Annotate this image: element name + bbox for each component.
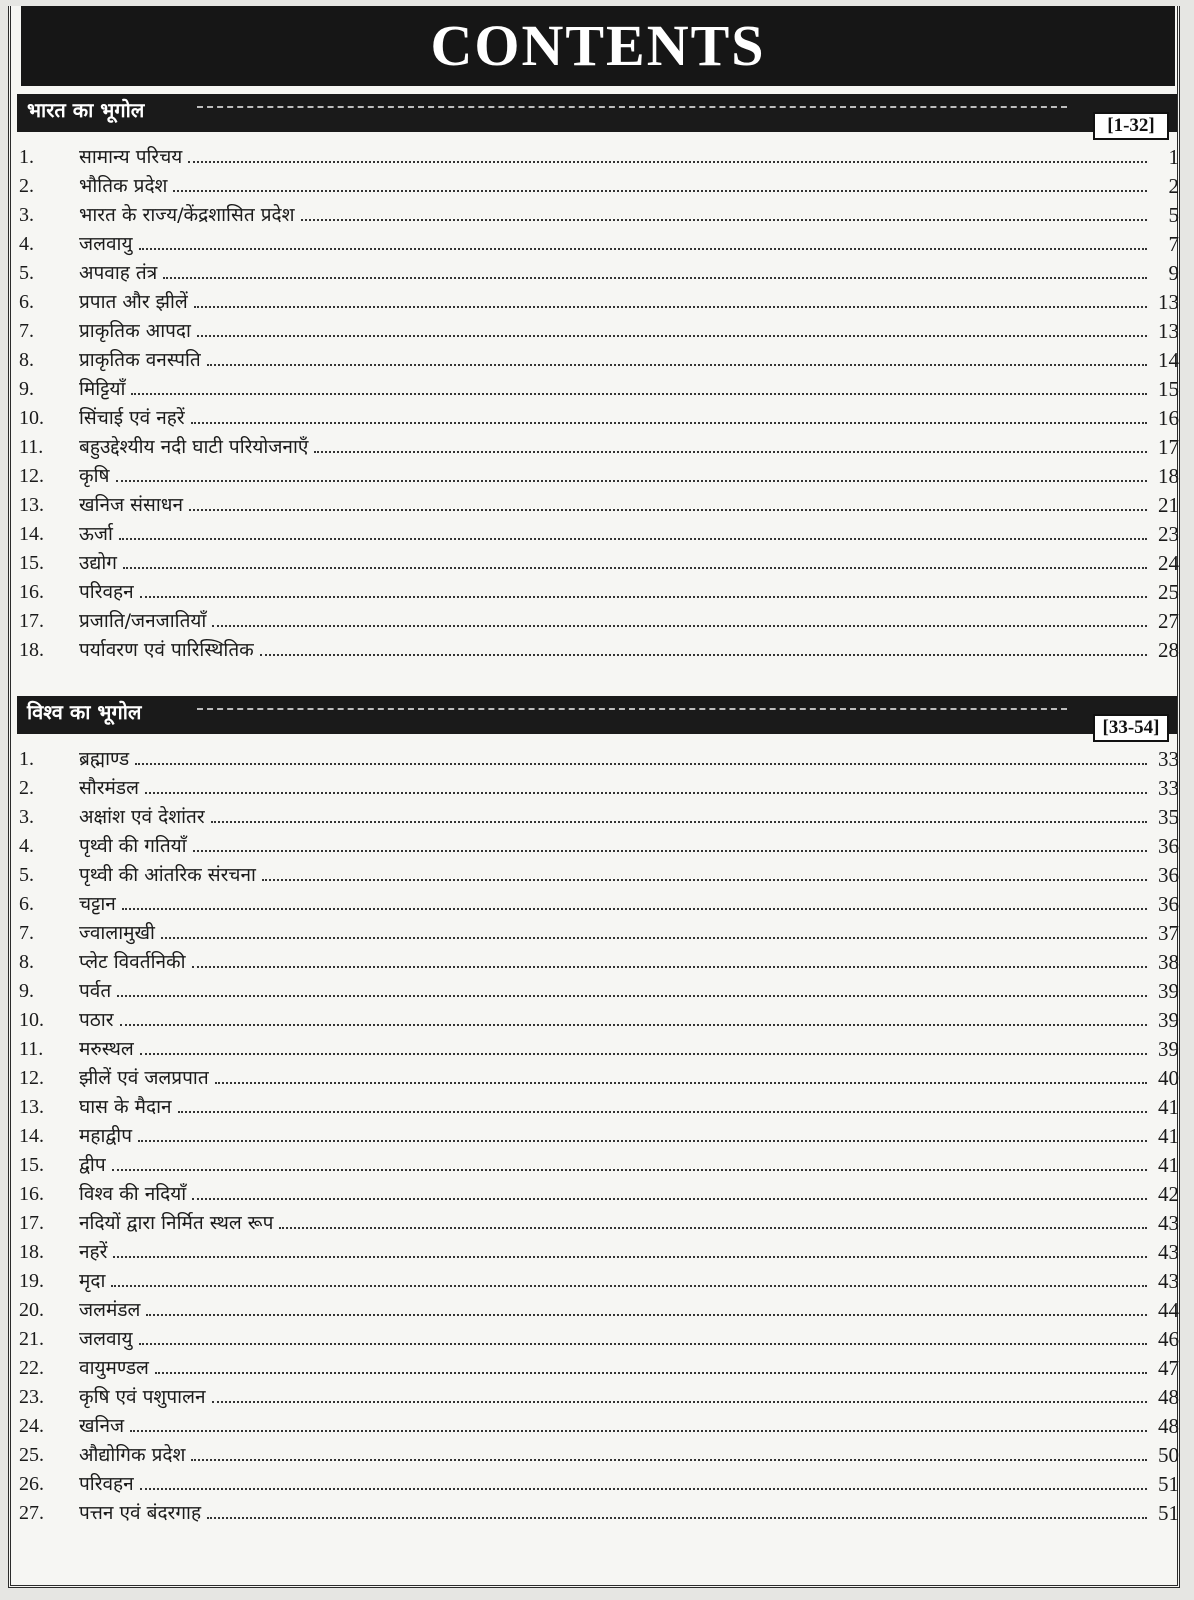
- entry-page-number: 1: [1168, 145, 1179, 169]
- dash-divider: [197, 106, 1067, 108]
- dot-leader: [123, 567, 1147, 569]
- dot-leader: [117, 995, 1147, 997]
- entry-number: 4.: [19, 233, 34, 255]
- entry-number: 3.: [19, 806, 34, 828]
- entry-title: खनिज: [79, 1415, 125, 1437]
- toc-entry[interactable]: [19, 1380, 1179, 1409]
- dot-leader: [192, 966, 1147, 968]
- entry-page-number: 48: [1158, 1385, 1179, 1409]
- dot-leader: [191, 422, 1147, 424]
- dot-leader: [140, 596, 1147, 598]
- toc-entry[interactable]: [19, 1496, 1179, 1525]
- entry-page-number: 23: [1158, 522, 1179, 546]
- toc-list-india: [19, 140, 1179, 662]
- entry-page-number: 28: [1158, 638, 1179, 662]
- toc-entry[interactable]: [19, 1119, 1179, 1148]
- toc-entry[interactable]: [19, 459, 1179, 488]
- entry-number: 4.: [19, 835, 34, 857]
- toc-entry[interactable]: [19, 945, 1179, 974]
- entry-number: 16.: [19, 581, 44, 603]
- entry-page-number: 9: [1168, 261, 1179, 285]
- entry-page-number: 43: [1158, 1269, 1179, 1293]
- section-header-world: [17, 696, 1177, 738]
- entry-title: वायुमण्डल: [79, 1357, 149, 1379]
- entry-number: 14.: [19, 1125, 44, 1147]
- entry-title: ज्वालामुखी: [79, 922, 155, 944]
- dot-leader: [212, 625, 1147, 627]
- entry-title: बहुउद्देश्यीय नदी घाटी परियोजनाएँ: [79, 436, 309, 458]
- toc-entry[interactable]: [19, 169, 1179, 198]
- toc-entry[interactable]: [19, 1409, 1179, 1438]
- dot-leader: [120, 1024, 1147, 1026]
- page-title: CONTENTS: [21, 6, 1175, 86]
- entry-title: मरुस्थल: [79, 1038, 134, 1060]
- entry-page-number: 43: [1158, 1211, 1179, 1235]
- toc-entry[interactable]: [19, 1322, 1179, 1351]
- entry-number: 9.: [19, 378, 34, 400]
- toc-entry[interactable]: [19, 517, 1179, 546]
- toc-entry[interactable]: [19, 887, 1179, 916]
- entry-page-number: 39: [1158, 979, 1179, 1003]
- entry-page-number: 5: [1168, 203, 1179, 227]
- entry-title: पर्यावरण एवं पारिस्थितिक: [79, 639, 254, 661]
- entry-title: भौतिक प्रदेश: [79, 175, 168, 197]
- entry-page-number: 15: [1158, 377, 1179, 401]
- entry-title: औद्योगिक प्रदेश: [79, 1444, 186, 1466]
- entry-title: सिंचाई एवं नहरें: [79, 407, 185, 429]
- entry-page-number: 13: [1158, 319, 1179, 343]
- entry-page-number: 40: [1158, 1066, 1179, 1090]
- entry-title: चट्टान: [79, 893, 116, 915]
- dot-leader: [173, 190, 1147, 192]
- entry-page-number: 25: [1158, 580, 1179, 604]
- entry-page-number: 39: [1158, 1037, 1179, 1061]
- toc-entry[interactable]: [19, 140, 1179, 169]
- entry-number: 8.: [19, 951, 34, 973]
- toc-entry[interactable]: [19, 1293, 1179, 1322]
- toc-entry[interactable]: [19, 1467, 1179, 1496]
- dot-leader: [193, 850, 1147, 852]
- toc-entry[interactable]: [19, 227, 1179, 256]
- toc-entry[interactable]: [19, 771, 1179, 800]
- section-title: भारत का भूगोल: [27, 98, 145, 122]
- entry-number: 11.: [19, 1038, 44, 1060]
- toc-list-world: [19, 742, 1179, 1525]
- entry-title: ब्रह्माण्ड: [79, 748, 130, 770]
- toc-entry[interactable]: [19, 198, 1179, 227]
- entry-number: 13.: [19, 494, 44, 516]
- toc-entry[interactable]: [19, 575, 1179, 604]
- entry-title: पर्वत: [79, 980, 112, 1002]
- entry-title: जलवायु: [79, 233, 133, 255]
- entry-number: 1.: [19, 748, 34, 770]
- dash-divider: [197, 708, 1067, 710]
- entry-number: 5.: [19, 864, 34, 886]
- entry-page-number: 21: [1158, 493, 1179, 517]
- toc-entry[interactable]: [19, 546, 1179, 575]
- entry-page-number: 17: [1158, 435, 1179, 459]
- entry-title: कृषि एवं पशुपालन: [79, 1386, 206, 1408]
- dot-leader: [145, 792, 1147, 794]
- toc-entry[interactable]: [19, 488, 1179, 517]
- entry-page-number: 2: [1168, 174, 1179, 198]
- entry-number: 23.: [19, 1386, 44, 1408]
- entry-number: 6.: [19, 893, 34, 915]
- entry-title: प्राकृतिक आपदा: [79, 320, 191, 342]
- entry-page-number: 46: [1158, 1327, 1179, 1351]
- dot-leader: [161, 937, 1147, 939]
- entry-page-number: 18: [1158, 464, 1179, 488]
- dot-leader: [111, 1285, 1147, 1287]
- entry-title: सौरमंडल: [79, 777, 139, 799]
- entry-page-number: 48: [1158, 1414, 1179, 1438]
- entry-number: 2.: [19, 777, 34, 799]
- dot-leader: [194, 306, 1147, 308]
- section-title: विश्व का भूगोल: [27, 700, 142, 724]
- entry-title: उद्योग: [79, 552, 118, 574]
- toc-entry[interactable]: [19, 974, 1179, 1003]
- entry-title: झीलें एवं जलप्रपात: [79, 1067, 209, 1089]
- entry-title: अक्षांश एवं देशांतर: [79, 806, 205, 828]
- entry-title: मृदा: [79, 1270, 106, 1292]
- toc-entry[interactable]: [19, 916, 1179, 945]
- entry-title: अपवाह तंत्र: [79, 262, 158, 284]
- dot-leader: [211, 821, 1147, 823]
- entry-page-number: 51: [1158, 1501, 1179, 1525]
- toc-entry[interactable]: [19, 1235, 1179, 1264]
- dot-leader: [301, 219, 1147, 221]
- toc-entry[interactable]: [19, 742, 1179, 771]
- dot-leader: [189, 509, 1147, 511]
- toc-entry[interactable]: [19, 633, 1179, 662]
- dot-leader: [131, 393, 1147, 395]
- entry-title: विश्व की नदियाँ: [79, 1183, 187, 1205]
- entry-number: 25.: [19, 1444, 44, 1466]
- contents-page: [8, 6, 1180, 1588]
- entry-page-number: 24: [1158, 551, 1179, 575]
- entry-title: पृथ्वी की गतियाँ: [79, 835, 187, 857]
- toc-entry[interactable]: [19, 401, 1179, 430]
- entry-title: पत्तन एवं बंदरगाह: [79, 1502, 202, 1524]
- dot-leader: [215, 1082, 1147, 1084]
- entry-number: 5.: [19, 262, 34, 284]
- entry-page-number: 50: [1158, 1443, 1179, 1467]
- dot-leader: [138, 1140, 1147, 1142]
- toc-entry[interactable]: [19, 800, 1179, 829]
- entry-title: प्रजाति/जनजातियाँ: [79, 610, 207, 632]
- toc-entry[interactable]: [19, 1061, 1179, 1090]
- entry-title: नहरें: [79, 1241, 108, 1263]
- entry-number: 14.: [19, 523, 44, 545]
- entry-title: जलमंडल: [79, 1299, 141, 1321]
- page-range: [33-54]: [1093, 714, 1169, 742]
- entry-number: 27.: [19, 1502, 44, 1524]
- entry-number: 8.: [19, 349, 34, 371]
- entry-title: खनिज संसाधन: [79, 494, 183, 516]
- toc-entry[interactable]: [19, 314, 1179, 343]
- entry-title: प्लेट विवर्तनिकी: [79, 951, 186, 973]
- entry-page-number: 38: [1158, 950, 1179, 974]
- entry-page-number: 36: [1158, 892, 1179, 916]
- dot-leader: [279, 1227, 1147, 1229]
- entry-number: 10.: [19, 407, 44, 429]
- dot-leader: [139, 1343, 1148, 1345]
- toc-entry[interactable]: [19, 285, 1179, 314]
- toc-entry[interactable]: [19, 829, 1179, 858]
- page-range: [1-32]: [1093, 112, 1169, 140]
- toc-entry[interactable]: [19, 1148, 1179, 1177]
- toc-entry[interactable]: [19, 1351, 1179, 1380]
- toc-entry[interactable]: [19, 858, 1179, 887]
- entry-page-number: 16: [1158, 406, 1179, 430]
- entry-page-number: 36: [1158, 834, 1179, 858]
- entry-page-number: 43: [1158, 1240, 1179, 1264]
- entry-number: 19.: [19, 1270, 44, 1292]
- entry-title: जलवायु: [79, 1328, 133, 1350]
- entry-number: 18.: [19, 639, 44, 661]
- entry-page-number: 14: [1158, 348, 1179, 372]
- dot-leader: [140, 1488, 1147, 1490]
- entry-title: पठार: [79, 1009, 114, 1031]
- entry-number: 17.: [19, 1212, 44, 1234]
- dot-leader: [135, 763, 1147, 765]
- entry-title: प्राकृतिक वनस्पति: [79, 349, 201, 371]
- entry-number: 16.: [19, 1183, 44, 1205]
- dot-leader: [116, 480, 1148, 482]
- entry-title: प्रपात और झीलें: [79, 291, 188, 313]
- toc-entry[interactable]: [19, 1206, 1179, 1235]
- entry-number: 7.: [19, 320, 34, 342]
- entry-page-number: 37: [1158, 921, 1179, 945]
- entry-page-number: 44: [1158, 1298, 1179, 1322]
- entry-number: 17.: [19, 610, 44, 632]
- entry-page-number: 51: [1158, 1472, 1179, 1496]
- dot-leader: [155, 1372, 1147, 1374]
- entry-page-number: 7: [1168, 232, 1179, 256]
- dot-leader: [188, 161, 1147, 163]
- entry-number: 1.: [19, 146, 34, 168]
- dot-leader: [178, 1111, 1147, 1113]
- entry-number: 7.: [19, 922, 34, 944]
- entry-title: महाद्वीप: [79, 1125, 133, 1147]
- entry-page-number: 41: [1158, 1095, 1179, 1119]
- toc-entry[interactable]: [19, 1003, 1179, 1032]
- entry-page-number: 13: [1158, 290, 1179, 314]
- toc-entry[interactable]: [19, 1177, 1179, 1206]
- entry-title: घास के मैदान: [79, 1096, 172, 1118]
- entry-page-number: 47: [1158, 1356, 1179, 1380]
- entry-number: 12.: [19, 1067, 44, 1089]
- entry-number: 26.: [19, 1473, 44, 1495]
- entry-title: मिट्टियाँ: [79, 378, 126, 400]
- toc-entry[interactable]: [19, 1032, 1179, 1061]
- dot-leader: [212, 1401, 1148, 1403]
- toc-entry[interactable]: [19, 372, 1179, 401]
- entry-number: 18.: [19, 1241, 44, 1263]
- dot-leader: [140, 1053, 1147, 1055]
- entry-page-number: 41: [1158, 1153, 1179, 1177]
- dot-leader: [146, 1314, 1147, 1316]
- dot-leader: [191, 1459, 1147, 1461]
- toc-entry[interactable]: [19, 1438, 1179, 1467]
- entry-number: 6.: [19, 291, 34, 313]
- entry-number: 21.: [19, 1328, 44, 1350]
- entry-title: द्वीप: [79, 1154, 106, 1176]
- dot-leader: [130, 1430, 1147, 1432]
- entry-number: 13.: [19, 1096, 44, 1118]
- entry-page-number: 35: [1158, 805, 1179, 829]
- entry-page-number: 42: [1158, 1182, 1179, 1206]
- entry-number: 24.: [19, 1415, 44, 1437]
- dot-leader: [207, 364, 1147, 366]
- toc-entry[interactable]: [19, 256, 1179, 285]
- entry-page-number: 39: [1158, 1008, 1179, 1032]
- entry-title: कृषि: [79, 465, 110, 487]
- entry-title: परिवहन: [79, 581, 134, 603]
- toc-entry[interactable]: [19, 604, 1179, 633]
- entry-page-number: 41: [1158, 1124, 1179, 1148]
- entry-number: 22.: [19, 1357, 44, 1379]
- dot-leader: [262, 879, 1147, 881]
- toc-entry[interactable]: [19, 1090, 1179, 1119]
- entry-number: 11.: [19, 436, 44, 458]
- entry-number: 3.: [19, 204, 34, 226]
- entry-title: भारत के राज्य/केंद्रशासित प्रदेश: [79, 204, 295, 226]
- dot-leader: [314, 451, 1147, 453]
- entry-number: 15.: [19, 1154, 44, 1176]
- dot-leader: [139, 248, 1148, 250]
- entry-number: 12.: [19, 465, 44, 487]
- entry-number: 9.: [19, 980, 34, 1002]
- entry-title: ऊर्जा: [79, 523, 113, 545]
- entry-page-number: 36: [1158, 863, 1179, 887]
- entry-number: 10.: [19, 1009, 44, 1031]
- entry-number: 20.: [19, 1299, 44, 1321]
- entry-page-number: 27: [1158, 609, 1179, 633]
- section-header-india: [17, 94, 1177, 136]
- dot-leader: [163, 277, 1147, 279]
- entry-number: 15.: [19, 552, 44, 574]
- dot-leader: [260, 654, 1147, 656]
- dot-leader: [122, 908, 1147, 910]
- toc-entry[interactable]: [19, 1264, 1179, 1293]
- entry-title: परिवहन: [79, 1473, 134, 1495]
- dot-leader: [192, 1198, 1147, 1200]
- entry-title: सामान्य परिचय: [79, 146, 183, 168]
- entry-page-number: 33: [1158, 776, 1179, 800]
- dot-leader: [197, 335, 1147, 337]
- entry-title: पृथ्वी की आंतरिक संरचना: [79, 864, 256, 886]
- entry-page-number: 33: [1158, 747, 1179, 771]
- dot-leader: [113, 1256, 1147, 1258]
- entry-number: 2.: [19, 175, 34, 197]
- dot-leader: [119, 538, 1147, 540]
- dot-leader: [112, 1169, 1147, 1171]
- toc-entry[interactable]: [19, 343, 1179, 372]
- toc-entry[interactable]: [19, 430, 1179, 459]
- dot-leader: [207, 1517, 1147, 1519]
- entry-title: नदियों द्वारा निर्मित स्थल रूप: [79, 1212, 274, 1234]
